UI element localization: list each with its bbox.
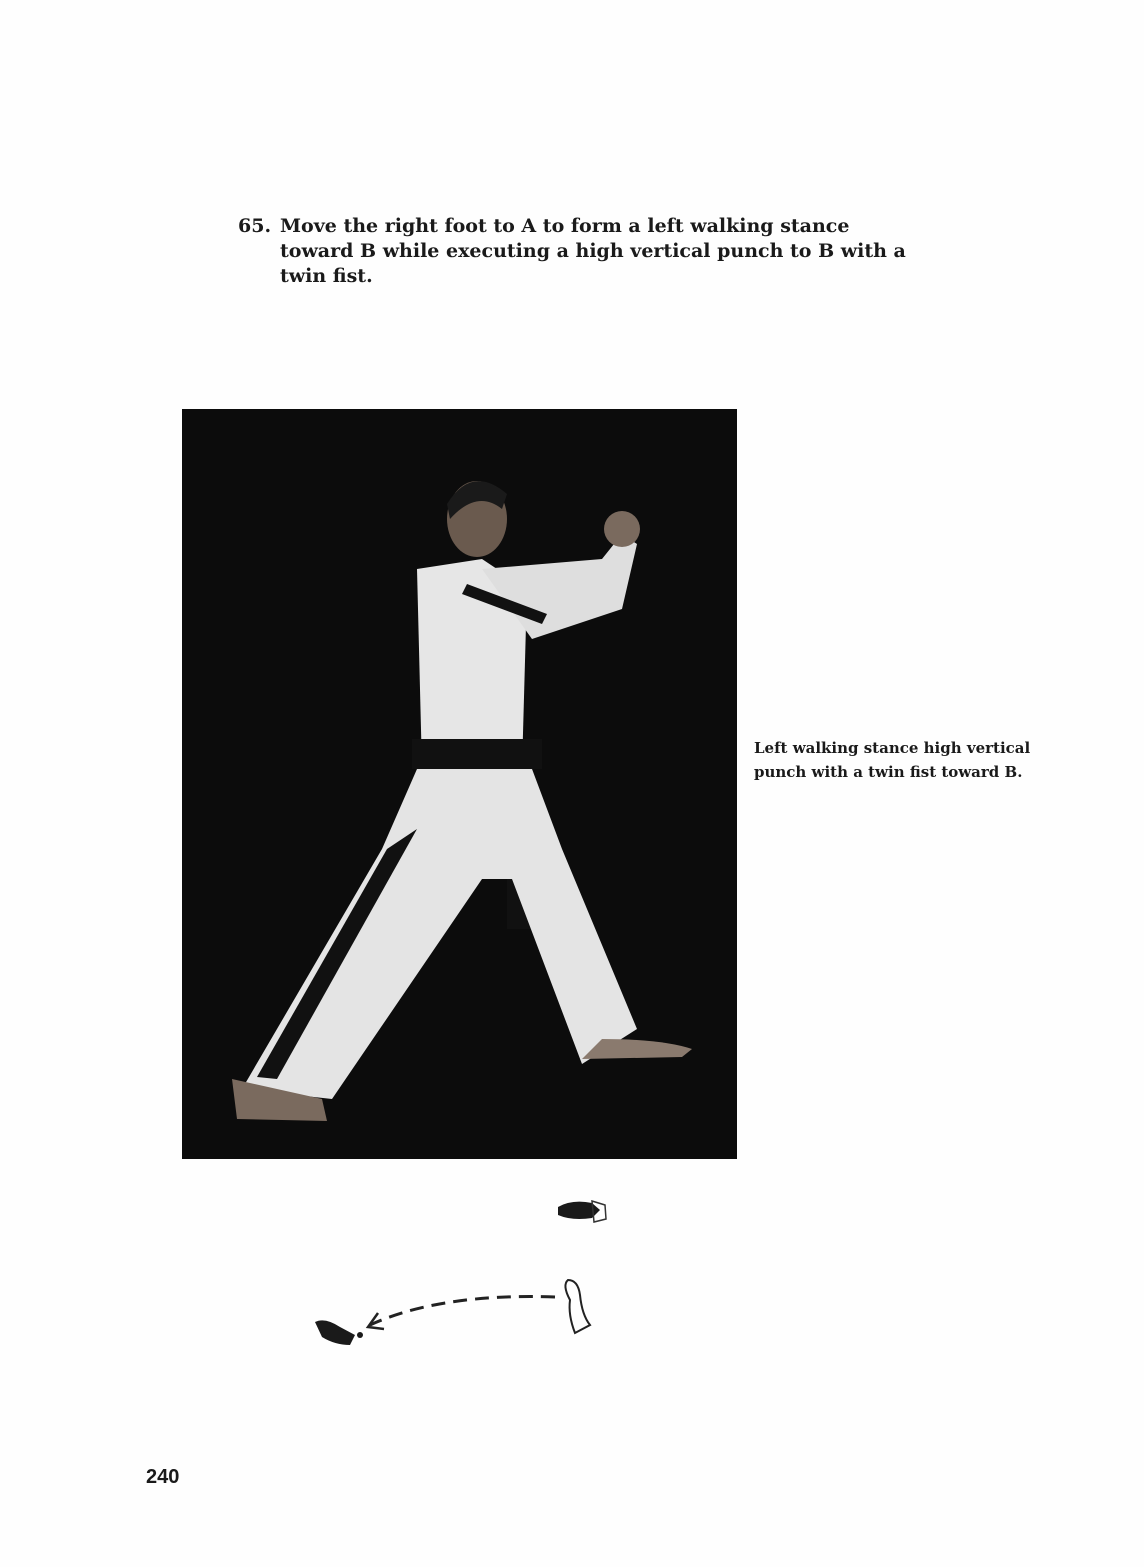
right-foot-end-icon <box>315 1320 363 1345</box>
movement-arrow <box>370 1297 555 1325</box>
footstep-diagram <box>300 1185 620 1360</box>
martial-artist-figure <box>182 409 737 1159</box>
step-number: 65. <box>238 215 272 237</box>
photo-caption: Left walking stance high vertical punch with a twin fist toward B. <box>754 739 1031 781</box>
left-foot-icon <box>558 1201 606 1222</box>
right-foot-start-icon <box>565 1280 590 1333</box>
step-text: Move the right foot to A to form a left walking stance toward B while executing a high vertical punch to B with a twin fist. <box>280 215 906 287</box>
page-number: 240 <box>146 1466 180 1488</box>
instruction-step <box>238 214 928 289</box>
stance-photo <box>182 409 737 1159</box>
